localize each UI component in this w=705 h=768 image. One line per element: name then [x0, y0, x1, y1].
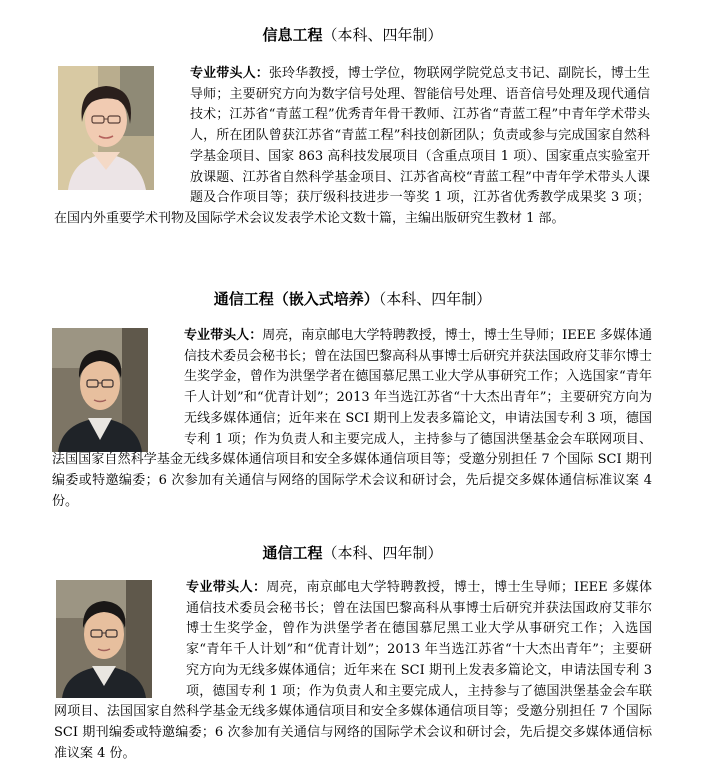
program-name: 通信工程（嵌入式培养）: [213, 290, 379, 308]
program-duration: （本科、四年制）: [378, 290, 492, 308]
leader-bio: [54, 64, 650, 230]
leader-description: 周亮，南京邮电大学特聘教授，博士，博士生导师；IEEE 多媒体通信技术委员会秘书长；曾在法国巴黎高科从事博士后研究并获法国政府艾菲尔博士生奖学金，曾作为洪堡学者在德国慕尼黑工业大学从事研究工作；入选国家“青年千人计划”和“优青计划”；2013 年当选江苏省“十大杰出青年”；主要研究方向为无线多媒体通信；近年来在 SCI 期刊上发表多篇论文，申请法国专利 3 项，德国专利 1 项；作为负责人和主要完成人，主持参与了德国洪堡基金会车联网项目、法国国家自然科学基金无线多媒体通信项目和安全多媒体通信项目等；受邀分别担任 7 个国际 SCI 期刊编委或特邀编委；6 次参加有关通信与网络的国际学术会议和研讨会，先后提交多媒体通信标准议案 4 份。: [52, 328, 653, 509]
program-title: [0, 289, 705, 309]
leader-label: 专业带头人：: [184, 328, 263, 343]
program-name: 信息工程: [262, 26, 323, 44]
program-name: 通信工程: [262, 544, 323, 562]
leader-description: 周亮，南京邮电大学特聘教授，博士，博士生导师；IEEE 多媒体通信技术委员会秘书长；曾在法国巴黎高科从事博士后研究并获法国政府艾菲尔博士生奖学金，曾作为洪堡学者在德国慕尼黑工业大学从事研究工作；入选国家“青年千人计划”和“优青计划”；2013 年当选江苏省“十大杰出青年”；主要研究方向为无线多媒体通信；近年来在 SCI 期刊上发表多篇论文，申请法国专利 3 项，德国专利 1 项；作为负责人和主要完成人，主持参与了德国洪堡基金会车联网项目、法国国家自然科学基金无线多媒体通信项目和安全多媒体通信项目等；受邀分别担任 7 个国际 SCI 期刊编委或特邀编委；6 次参加有关通信与网络的国际学术会议和研讨会，先后提交多媒体通信标准议案 4 份。: [54, 580, 652, 761]
leader-label: 专业带头人：: [186, 580, 267, 595]
program-duration: （本科、四年制）: [322, 544, 443, 562]
leader-description: 张玲华教授，博士学位，物联网学院党总支书记、副院长，博士生导师；主要研究方向为数字信号处理、智能信号处理、语音信号处理及现代通信技术；江苏省“青蓝工程”优秀青年骨干教师、江苏省“青蓝工程”中青年学术带头人，所在团队曾获江苏省“青蓝工程”科技创新团队；负责或参与完成国家自然科学基金项目、国家 863 高科技发展项目（含重点项目 1 项）、国家重点实验室开放课题、江苏省自然科学基金项目、江苏省高校“青蓝工程”中青年学术带头人课题及合作项目等；获厅级科技进步一等奖 1 项，江苏省优秀教学成果奖 3 项；在国内外重要学术刊物及国际学术会议发表学术论文数十篇，主编出版研究生教材 1 部。: [54, 66, 650, 226]
program-title: [0, 25, 705, 45]
leader-label: 专业带头人：: [190, 66, 269, 81]
program-duration: （本科、四年制）: [322, 26, 443, 44]
program-title: [0, 543, 705, 563]
leader-bio: [54, 578, 652, 764]
leader-bio: [52, 326, 652, 512]
